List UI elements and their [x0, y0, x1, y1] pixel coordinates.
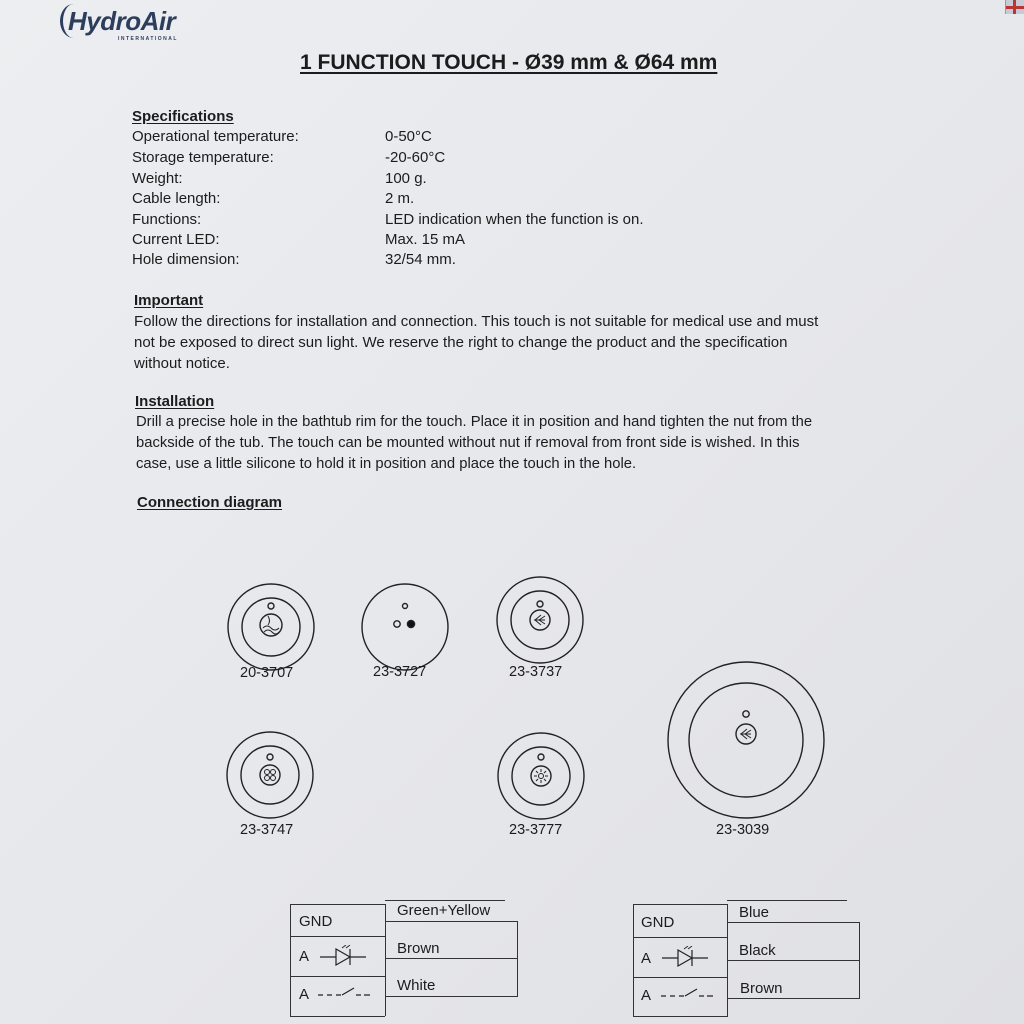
page-title: 1 FUNCTION TOUCH - Ø39 mm & Ø64 mm — [300, 51, 718, 74]
touch-23-3777 — [498, 733, 584, 819]
spec-value: 2 m. — [385, 190, 415, 207]
wire-color: Brown — [397, 940, 440, 957]
specifications-heading: Specifications — [132, 108, 234, 125]
air-arrow-icon — [736, 724, 756, 744]
touch-ref-label: 20-3707 — [240, 665, 294, 681]
spec-label: Cable length: — [132, 190, 221, 207]
touch-23-3747 — [227, 732, 313, 818]
wire-color: Green+Yellow — [397, 902, 491, 919]
flower-icon — [260, 765, 280, 785]
spec-label: Hole dimension: — [132, 251, 240, 268]
touch-23-3039 — [668, 662, 824, 818]
spec-label: Functions: — [132, 211, 202, 228]
uk-flag-icon — [1005, 0, 1024, 14]
paragraph-line: backside of the tub. The touch can be mounted without nut if removal from front side is wished. In this — [136, 435, 800, 451]
wire-color: Blue — [739, 904, 770, 921]
connection-heading: Connection diagram — [137, 494, 283, 511]
installation-heading: Installation — [135, 393, 215, 410]
touch-ref-label: 23-3727 — [373, 664, 427, 680]
spec-value: -20-60°C — [385, 149, 446, 166]
led-diode-icon — [318, 945, 370, 969]
wire-label-a: A — [299, 948, 310, 965]
important-heading: Important — [134, 292, 204, 309]
spec-value: 32/54 mm. — [385, 251, 456, 268]
touch-ref-label: 23-3737 — [509, 664, 563, 680]
touch-ref-label: 23-3747 — [240, 822, 294, 838]
wire-label-a: A — [299, 986, 310, 1003]
switch-icon — [659, 985, 719, 1003]
touch-20-3707 — [228, 584, 314, 670]
wire-color: White — [397, 977, 436, 994]
dot-icon — [407, 620, 414, 627]
logo-name: HydroAir — [68, 6, 176, 36]
touch-ref-label: 23-3777 — [509, 822, 563, 838]
water-jet-icon — [260, 614, 282, 636]
spec-label: Weight: — [132, 170, 183, 187]
spec-value: 0-50°C — [385, 128, 432, 145]
paragraph-line: Drill a precise hole in the bathtub rim for the touch. Place it in position and hand tighten the nut from the — [136, 414, 813, 430]
hydroair-logo — [60, 4, 210, 46]
spec-value: Max. 15 mA — [385, 231, 466, 248]
logo-tagline: INTERNATIONAL — [118, 36, 178, 42]
touch-diagram — [0, 560, 1024, 850]
wire-label-a: A — [641, 987, 652, 1004]
switch-icon — [316, 984, 376, 1002]
installation-paragraph — [136, 412, 996, 475]
touch-ref-label: 23-3039 — [716, 822, 770, 838]
wire-label-a: A — [641, 950, 652, 967]
spec-label: Storage temperature: — [132, 149, 274, 166]
paragraph-line: case, use a little silicone to hold it in position and place the touch in the hole. — [136, 456, 637, 472]
wire-label-gnd: GND — [299, 913, 333, 930]
spec-value: 100 g. — [385, 170, 427, 187]
light-icon — [531, 766, 551, 786]
spec-label: Current LED: — [132, 231, 220, 248]
air-arrow-icon — [530, 610, 550, 630]
wire-color: Brown — [740, 980, 783, 997]
paragraph-line: without notice. — [134, 355, 230, 372]
touch-23-3737 — [497, 577, 583, 663]
spec-label: Operational temperature: — [132, 128, 299, 145]
led-diode-icon — [660, 946, 712, 970]
paragraph-line: Follow the directions for installation and connection. This touch is not suitable for medical use and must — [134, 313, 819, 330]
paragraph-line: not be exposed to direct sun light. We reserve the right to change the product and the specification — [134, 334, 788, 351]
wire-label-gnd: GND — [641, 914, 675, 931]
important-paragraph — [134, 311, 964, 374]
touch-23-3727 — [362, 584, 448, 670]
wire-color: Black — [739, 942, 776, 959]
spec-value: LED indication when the function is on. — [385, 211, 644, 228]
